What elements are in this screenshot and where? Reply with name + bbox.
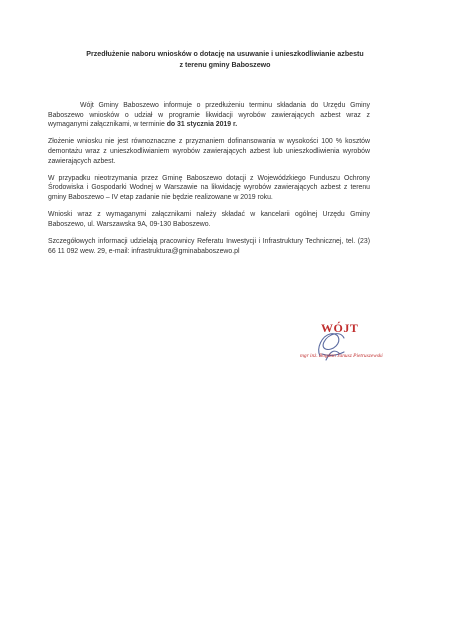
official-stamp bbox=[300, 318, 383, 368]
paragraph-condition: W przypadku nieotrzymania przez Gminę Baboszewo dotacji z Wojewódzkiego Funduszu Ochrony Środowiska i Gospodarki Wodnej w Warszawie na likwidację wyrobów zawierających azbest z terenu gminy Baboszewo – IV etap zadanie nie będzie realizowane w 2019 roku. bbox=[48, 174, 370, 201]
title-line-1: Przedłużenie naboru wniosków o dotację na usuwanie i unieszkodliwianie azbestu bbox=[86, 50, 364, 58]
paragraph-contact: Szczegółowych informacji udzielają pracownicy Referatu Inwestycji i Infrastruktury Technicznej, tel. (23) 66 11 092 wew. 29, e-mail: infrastruktura@gminababoszewo.pl bbox=[48, 237, 370, 255]
stamp-title: WÓJT bbox=[321, 321, 359, 335]
paragraph-submission: Wnioski wraz z wymaganymi załącznikami należy składać w kancelarii ogólnej Urzędu Gminy Baboszewo, ul. Warszawska 9A, 09-130 Baboszewo. bbox=[48, 211, 370, 228]
title-line-2: z terenu gminy Baboszewo bbox=[179, 61, 271, 69]
stamp-signatory: mgr inż. Bogdan Janusz Pietruszewski bbox=[300, 353, 383, 359]
announcement-text: Wójt Gminy Baboszewo informuje o przedłużeniu terminu składania do Urzędu Gminy Baboszewo wniosków o udział w programie likwidacji wyrobów zawierających azbest wraz z wymaganymi załącznikami, w terminie bbox=[48, 102, 370, 129]
paragraph-announcement bbox=[48, 101, 370, 130]
deadline-date: do 31 stycznia 2019 r. bbox=[166, 121, 238, 129]
paragraph-funding-note: Złożenie wniosku nie jest równoznaczne z przyznaniem dofinansowania w wysokości 100 % kosztów demontażu wraz z unieszkodliwianiem wyrobów zawierających azbest lub unieszkodliwienia wyrobów zawierających azbest. bbox=[48, 138, 370, 165]
document-title bbox=[40, 49, 410, 71]
document-body bbox=[48, 101, 370, 264]
